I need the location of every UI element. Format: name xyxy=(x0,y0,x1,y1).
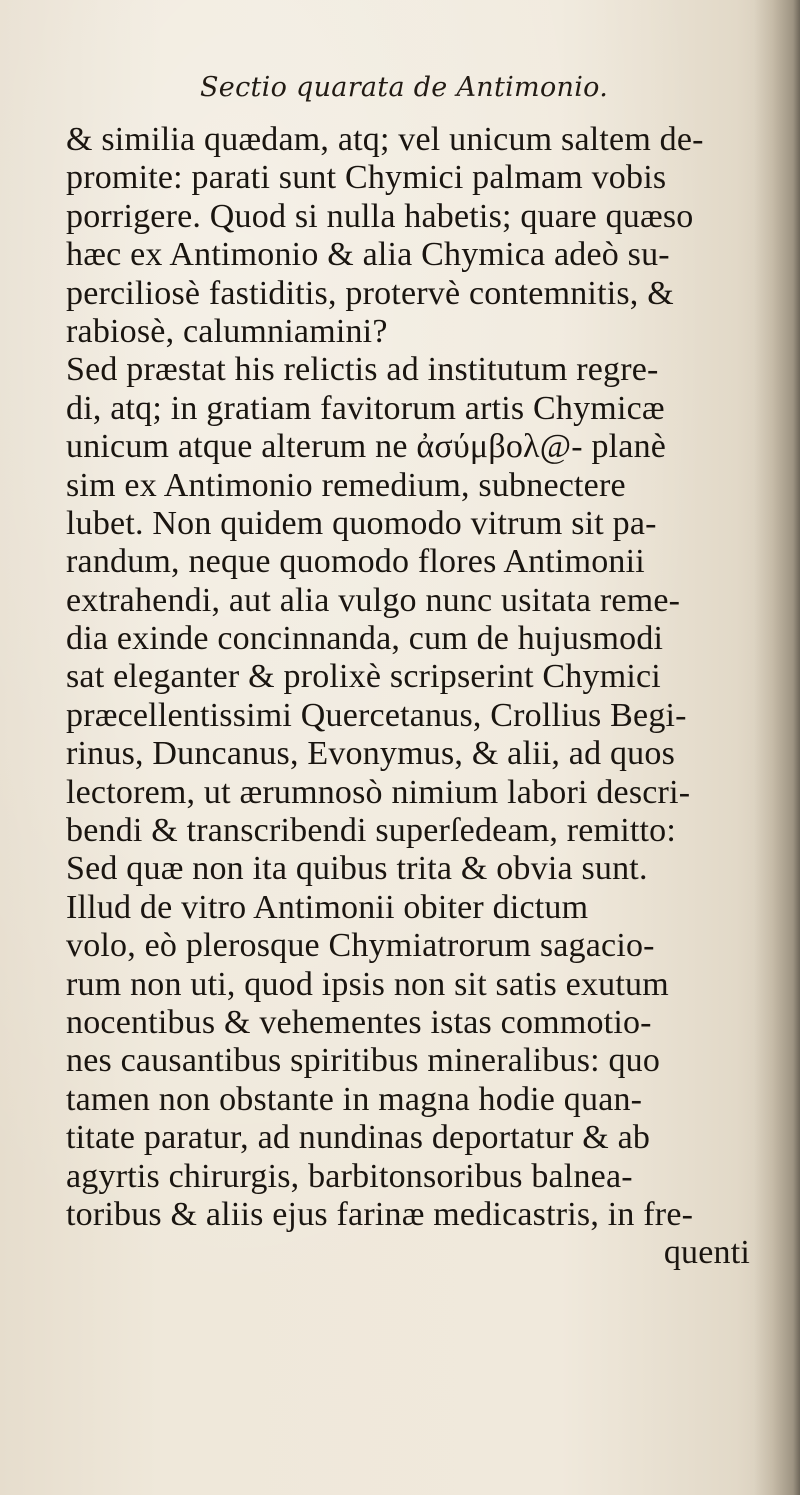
text-line: di, atq; in gratiam favitorum artis Chymicæ xyxy=(66,389,665,427)
text-line: hæc ex Antimonio & alia Chymica adeò su- xyxy=(66,236,670,274)
text-line: porrigere. Quod si nulla habetis; quare quæso xyxy=(66,197,694,235)
text-line: titate paratur, ad nundinas deportatur & ab xyxy=(66,1119,651,1157)
text-line: perciliosè fastiditis, protervè contemnitis, & xyxy=(66,274,674,312)
catchword: quenti xyxy=(663,1234,750,1272)
text-line: bendi & transcribendi superſedeam, remitto: xyxy=(66,812,677,850)
text-line: sim ex Antimonio remedium, subnectere xyxy=(66,466,626,504)
text-line: præcellentissimi Quercetanus, Crollius Begi- xyxy=(66,696,687,734)
text-line: toribus & aliis ejus farinæ medicastris, in fre- xyxy=(66,1195,694,1233)
text-line: agyrtis chirurgis, barbitonsoribus balnea- xyxy=(66,1157,633,1195)
text-line: rum non uti, quod ipsis non sit satis exutum xyxy=(66,965,669,1003)
text-line: sat eleganter & prolixè scripserint Chymici xyxy=(66,658,661,696)
text-body xyxy=(66,121,766,1273)
text-line: dia exinde concinnanda, cum de hujusmodi xyxy=(66,620,664,658)
text-line: Sed quæ non ita quibus trita & obvia sunt. xyxy=(66,850,648,888)
text-line: tamen non obstante in magna hodie quan- xyxy=(66,1080,643,1118)
text-line: extrahendi, aut alia vulgo nunc usitata reme- xyxy=(66,581,681,619)
text-line: Sed præstat his relictis ad institutum regre- xyxy=(66,351,659,389)
text-line: unicum atque alterum ne ἀσύμβολ@- planè xyxy=(66,428,667,466)
text-line: Illud de vitro Antimonii obiter dictum xyxy=(66,888,589,926)
text-line: lectorem, ut ærumnosò nimium labori descri- xyxy=(66,773,691,811)
text-line: randum, neque quomodo flores Antimonii xyxy=(66,543,645,581)
text-line: volo, eò plerosque Chymiatrorum sagacio- xyxy=(66,927,655,965)
text-line: nes causantibus spiritibus mineralibus: quo xyxy=(66,1042,661,1080)
text-line: nocentibus & vehementes istas commotio- xyxy=(66,1003,652,1041)
text-line: promite: parati sunt Chymici palmam vobis xyxy=(66,159,667,197)
text-line: rabiosè, calumniamini? xyxy=(66,312,388,350)
text-line: lubet. Non quidem quomodo vitrum sit pa- xyxy=(66,504,657,542)
text-line: & similia quædam, atq; vel unicum saltem de- xyxy=(66,121,704,158)
running-head: Sectio quarata de Antimonio. xyxy=(200,72,609,103)
text-line: rinus, Duncanus, Evonymus, & alii, ad quos xyxy=(66,735,676,773)
